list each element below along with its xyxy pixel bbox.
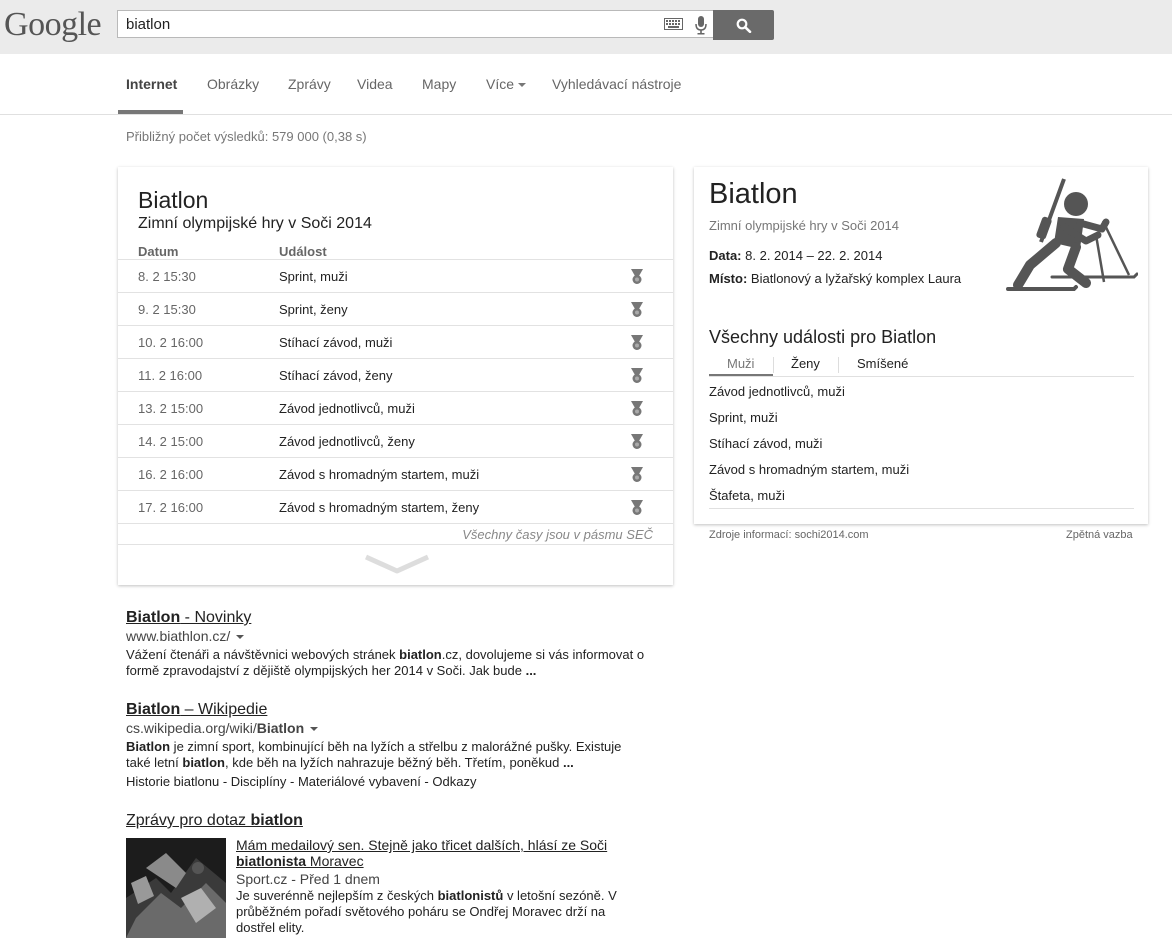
result-url xyxy=(126,628,244,644)
medal-icon xyxy=(630,499,644,516)
result-url xyxy=(126,720,318,736)
schedule-card xyxy=(118,167,673,585)
fact-dates-value: 8. 2. 2014 – 22. 2. 2014 xyxy=(745,248,883,263)
event-list-item[interactable]: Štafeta, muži xyxy=(709,488,785,503)
fact-dates-label: Data: xyxy=(709,248,742,263)
snippet-part: v letošní sezóně. V průběžném pořadí světového poháru se Ondřej Moravec drží na dostřel elity. xyxy=(236,888,617,935)
event-name: Závod jednotlivců, ženy xyxy=(279,434,415,449)
result-stats: Přibližný počet výsledků: 579 000 (0,38 s) xyxy=(126,129,367,144)
event-list-item[interactable]: Stíhací závod, muži xyxy=(709,436,823,451)
event-date: 8. 2 15:30 xyxy=(138,269,196,284)
search-input[interactable] xyxy=(126,14,646,34)
schedule-title: Biatlon xyxy=(138,187,209,213)
tab-maps[interactable]: Mapy xyxy=(422,76,457,92)
fact-place xyxy=(709,271,961,286)
search-button[interactable] xyxy=(713,10,774,40)
snippet-part: Vážení čtenáři a návštěvnici webových stránek xyxy=(126,647,400,662)
schedule-row[interactable] xyxy=(118,490,673,524)
nav-bar xyxy=(0,54,1172,115)
snippet-part: Je suverénně nejlepším z českých xyxy=(236,888,438,903)
medal-icon xyxy=(630,433,644,450)
medal-icon xyxy=(630,334,644,351)
snippet-part: , kde běh na lyžích nahrazuje běžný běh. Třetím, poněkud xyxy=(224,755,563,770)
search-box xyxy=(117,10,713,38)
logo-letter: l xyxy=(77,6,87,43)
feedback-link[interactable]: Zpětná vazba xyxy=(1066,529,1133,541)
sitelink[interactable]: Disciplíny xyxy=(230,774,287,789)
sitelink-separator: - xyxy=(219,774,231,789)
knowledge-title: Biatlon xyxy=(709,178,798,210)
expand-chevron-icon[interactable] xyxy=(364,553,430,577)
snippet-bold: biatlon xyxy=(182,755,225,770)
medal-icon xyxy=(630,301,644,318)
timezone-row xyxy=(118,523,673,545)
timezone-note: Všechny časy jsou v pásmu SEČ xyxy=(462,527,653,542)
snippet-ellipsis: ... xyxy=(525,663,537,678)
fact-place-label: Místo: xyxy=(709,271,748,286)
event-date: 16. 2 16:00 xyxy=(138,467,204,482)
snippet-bold: Biatlon xyxy=(126,739,171,754)
search-icon xyxy=(736,18,752,33)
url-dropdown-icon[interactable] xyxy=(236,635,244,639)
snippet-bold: biatlonistů xyxy=(437,888,504,903)
tab-videos[interactable]: Videa xyxy=(357,76,393,92)
news-thumbnail[interactable] xyxy=(126,838,226,938)
microphone-icon[interactable] xyxy=(694,15,708,35)
divider xyxy=(709,376,1134,377)
result-url-text: cs.wikipedia.org/wiki/ xyxy=(126,720,257,736)
knowledge-subtitle: Zimní olympijské hry v Soči 2014 xyxy=(709,218,900,233)
divider xyxy=(709,508,1134,509)
result-title-bold: Biatlon xyxy=(126,701,181,718)
event-date: 9. 2 15:30 xyxy=(138,302,196,317)
medal-icon xyxy=(630,367,644,384)
knowledge-panel xyxy=(694,167,1148,524)
sitelink[interactable]: Odkazy xyxy=(432,774,477,789)
fact-place-value: Biatlonový a lyžařský komplex Laura xyxy=(750,271,962,286)
sitelinks xyxy=(126,774,476,789)
result-title-bold: Biatlon xyxy=(126,609,181,626)
medal-icon xyxy=(630,400,644,417)
tab-news[interactable]: Zprávy xyxy=(288,76,331,92)
event-list-item[interactable]: Závod jednotlivců, muži xyxy=(709,384,845,399)
news-snippet xyxy=(236,888,636,936)
result-title[interactable] xyxy=(126,609,251,627)
result-snippet xyxy=(126,647,646,679)
schedule-subtitle: Zimní olympijské hry v Soči 2014 xyxy=(138,215,372,232)
tab-mixed[interactable]: Smíšené xyxy=(857,356,909,371)
tab-divider xyxy=(838,357,839,373)
news-title-bold: biatlonista xyxy=(236,853,307,869)
logo-letter: o xyxy=(28,6,45,43)
news-meta: Sport.cz - Před 1 dnem xyxy=(236,871,380,887)
event-date: 11. 2 16:00 xyxy=(138,368,203,383)
schedule-row[interactable] xyxy=(118,358,673,392)
result-title-rest: - Novinky xyxy=(180,609,252,626)
top-bar xyxy=(0,0,1172,54)
event-name: Stíhací závod, muži xyxy=(279,335,393,350)
medal-icon xyxy=(630,466,644,483)
tab-divider xyxy=(773,357,774,373)
news-title-rest: Moravec xyxy=(306,853,364,869)
news-heading-text: Zprávy pro dotaz xyxy=(126,812,251,829)
tab-men[interactable]: Muži xyxy=(727,356,755,371)
url-dropdown-icon[interactable] xyxy=(310,727,318,731)
logo-letter: g xyxy=(61,6,78,43)
schedule-row[interactable] xyxy=(118,424,673,458)
result-title[interactable] xyxy=(126,701,267,719)
snippet-part: .cz, dovolujeme si vás informovat o formě zpravodajství z dějiště olympijských her 2014 v Soči. Jak bude xyxy=(126,647,645,678)
schedule-row[interactable] xyxy=(118,259,673,293)
logo-letter: o xyxy=(44,6,62,43)
events-heading: Všechny události pro Biatlon xyxy=(709,327,937,347)
medal-icon xyxy=(630,268,644,285)
sitelink-separator: - xyxy=(420,774,433,789)
news-heading[interactable] xyxy=(126,812,303,830)
event-name: Sprint, muži xyxy=(279,269,348,284)
sitelink-separator: - xyxy=(286,774,298,789)
logo-letter: e xyxy=(86,6,102,43)
source-attribution: Zdroje informací: sochi2014.com xyxy=(709,529,869,541)
event-name: Závod s hromadným startem, ženy xyxy=(279,500,480,515)
event-name: Závod s hromadným startem, muži xyxy=(279,467,480,482)
chevron-down-icon xyxy=(518,83,526,87)
event-date: 14. 2 15:00 xyxy=(138,434,204,449)
column-header-event: Událost xyxy=(279,244,327,259)
snippet-ellipsis: ... xyxy=(562,755,574,770)
event-list-item[interactable]: Závod s hromadným startem, muži xyxy=(709,462,910,477)
result-title-rest: – Wikipedie xyxy=(180,701,268,718)
event-list-item[interactable]: Sprint, muži xyxy=(709,410,778,425)
result-url-bold: Biatlon xyxy=(256,720,305,736)
fact-dates xyxy=(709,248,882,263)
event-name: Závod jednotlivců, muži xyxy=(279,401,415,416)
tab-images[interactable]: Obrázky xyxy=(207,76,260,92)
schedule-row[interactable] xyxy=(118,292,673,326)
event-date: 13. 2 15:00 xyxy=(138,401,204,416)
event-name: Sprint, ženy xyxy=(279,302,348,317)
snippet-bold: biatlon xyxy=(399,647,442,662)
google-logo[interactable] xyxy=(4,6,101,44)
news-title-text: Mám medailový sen. Stejně jako třicet dalších, hlásí ze Soči xyxy=(236,837,608,853)
event-date: 10. 2 16:00 xyxy=(138,335,204,350)
logo-letter: G xyxy=(4,6,29,43)
news-heading-bold: biatlon xyxy=(250,812,303,829)
tab-internet[interactable]: Internet xyxy=(126,76,178,92)
tab-search-tools[interactable]: Vyhledávací nástroje xyxy=(552,76,682,92)
schedule-row[interactable] xyxy=(118,391,673,425)
event-date: 17. 2 16:00 xyxy=(138,500,204,515)
biathlon-athlete-icon xyxy=(1006,177,1138,299)
news-title[interactable] xyxy=(236,837,636,869)
schedule-row[interactable] xyxy=(118,325,673,359)
sitelink[interactable]: Materiálové vybavení xyxy=(297,774,421,789)
result-url-text: www.biathlon.cz/ xyxy=(126,628,231,644)
event-name: Stíhací závod, ženy xyxy=(279,368,393,383)
active-tab-indicator xyxy=(118,110,183,114)
sitelink[interactable]: Historie biatlonu xyxy=(126,774,220,789)
snippet-part: je zimní sport, kombinující běh na lyžích a střelbu z malorážné pušky. Existuje také letní xyxy=(126,739,622,770)
result-snippet xyxy=(126,739,646,771)
tab-more-label: Více xyxy=(486,76,515,92)
tab-women[interactable]: Ženy xyxy=(791,356,820,371)
tab-more[interactable] xyxy=(486,76,526,92)
column-header-date: Datum xyxy=(138,244,179,259)
news-photo xyxy=(126,838,226,938)
keyboard-icon[interactable] xyxy=(664,18,683,30)
schedule-row[interactable] xyxy=(118,457,673,491)
